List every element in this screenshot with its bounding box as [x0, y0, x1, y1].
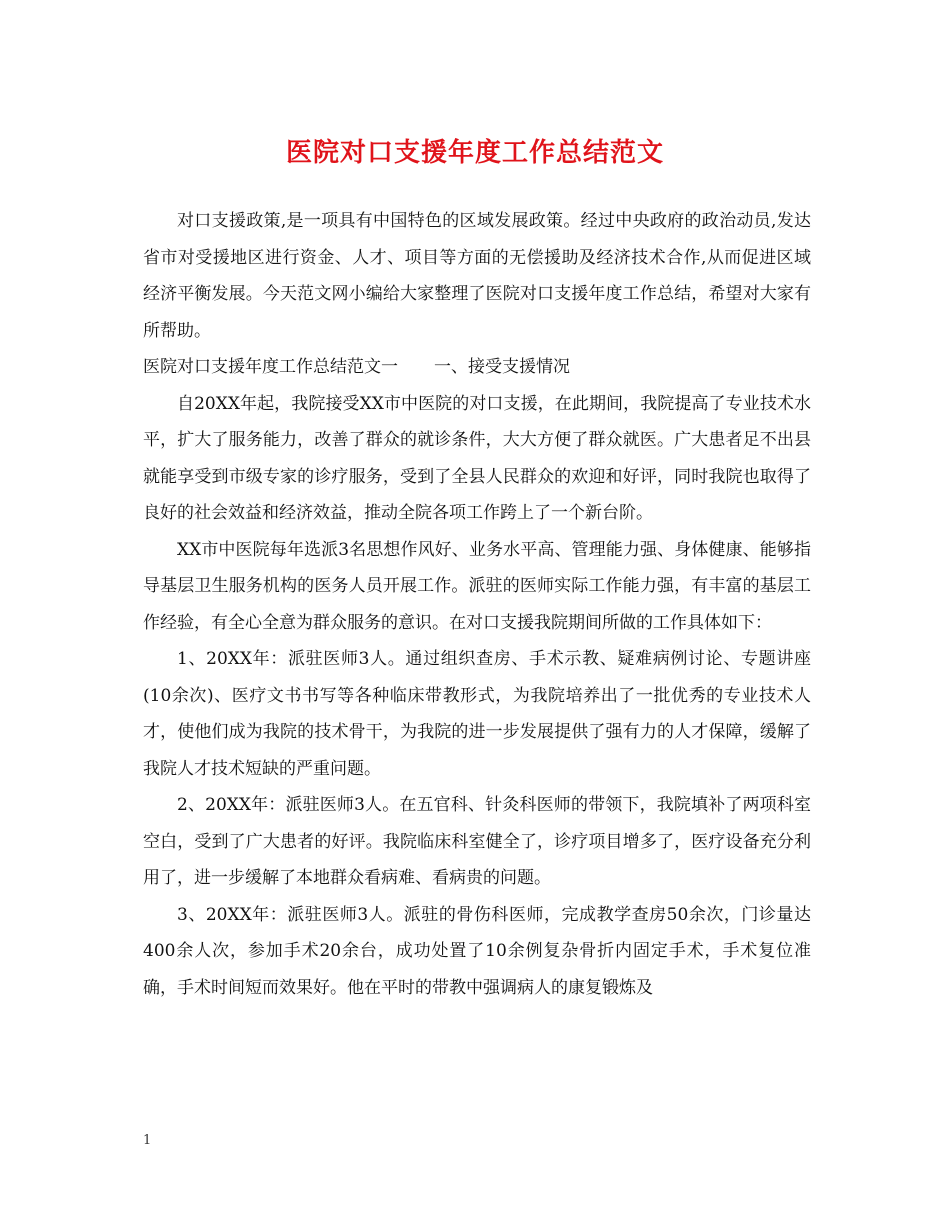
document-title: 医院对口支援年度工作总结范文	[285, 138, 664, 168]
section-subheading: 一、接受支援情况	[434, 357, 570, 377]
body-paragraph: 自20XX年起，我院接受XX市中医院的对口支援，在此期间，我院提高了专业技术水平，扩大了服务能力，改善了群众的就诊条件，大大方便了群众就医。广大患者足不出县就能享受到市级专家的诊疗服务，受到了全县人民群众的欢迎和好评，同时我院也取得了良好的社会效益和经济效益，推动全院各项工作跨上了一个新台阶。	[143, 393, 811, 523]
page-number: 1	[143, 1133, 152, 1148]
body-paragraph: XX市中医院每年选派3名思想作风好、业务水平高、管理能力强、身体健康、能够指导基层卫生服务机构的医务人员开展工作。派驻的医师实际工作能力强，有丰富的基层工作经验，有全心全意为群众服务的意识。在对口支援我院期间所做的工作具体如下：	[143, 539, 811, 633]
section-heading: 医院对口支援年度工作总结范文一	[143, 357, 398, 377]
body-paragraph: 2、20XX年：派驻医师3人。在五官科、针灸科医师的带领下，我院填补了两项科室空白，受到了广大患者的好评。我院临床科室健全了，诊疗项目增多了，医疗设备充分利用了，进一步缓解了本地群众看病难、看病贵的问题。	[143, 795, 811, 888]
body-paragraph: 3、20XX年：派驻医师3人。派驻的骨伤科医师，完成教学查房50余次，门诊量达400余人次，参加手术20余台，成功处置了10余例复杂骨折内固定手术，手术复位准确，手术时间短而效果好。他在平时的带教中强调病人的康复锻炼及	[143, 904, 811, 998]
document-body	[143, 203, 811, 1006]
body-paragraph: 1、20XX年：派驻医师3人。通过组织查房、手术示教、疑难病例讨论、专题讲座(10余次)、医疗文书书写等各种临床带教形式，为我院培养出了一批优秀的专业技术人才，使他们成为我院的技术骨干，为我院的进一步发展提供了强有力的人才保障，缓解了我院人才技术短缺的严重问题。	[143, 649, 811, 779]
section-heading-line	[143, 349, 811, 386]
intro-paragraph: 对口支援政策,是一项具有中国特色的区域发展政策。经过中央政府的政治动员,发达省市对受援地区进行资金、人才、项目等方面的无偿援助及经济技术合作,从而促进区域经济平衡发展。今天范文网小编给大家整理了医院对口支援年度工作总结，希望对大家有所帮助。	[143, 211, 811, 341]
